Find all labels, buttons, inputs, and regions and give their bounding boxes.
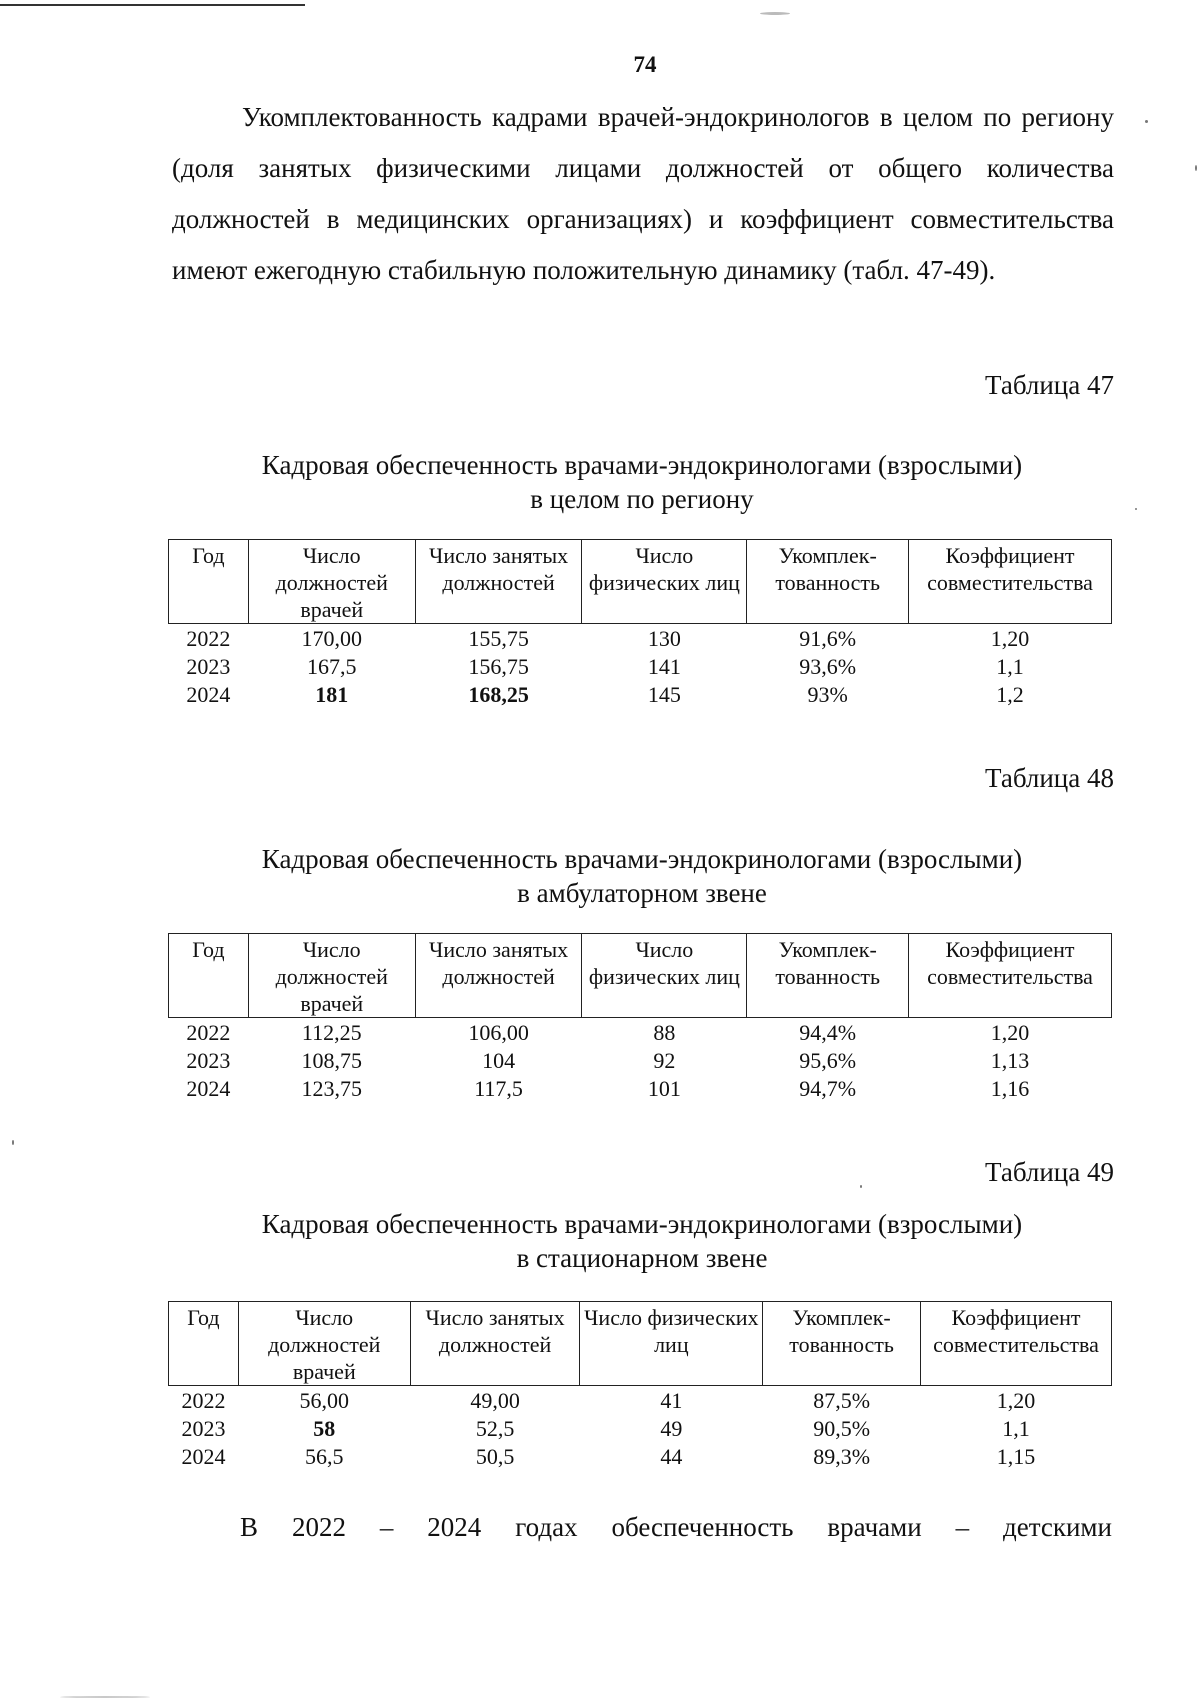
- scan-speck: [1195, 165, 1197, 171]
- word: врачами: [827, 1512, 922, 1542]
- cell: 49,00: [470, 1387, 520, 1413]
- table-47-title-line1: Кадровая обеспеченность врачами-эндокринологами (взрослыми): [261, 450, 1023, 480]
- cell: 93,6%: [799, 653, 857, 679]
- cell: 1,1: [1002, 1415, 1030, 1441]
- table-49-title-line2: в стационарном звене: [516, 1243, 768, 1273]
- cell: 117,5: [474, 1075, 523, 1101]
- cell: 50,5: [475, 1443, 515, 1469]
- cell: 87,5%: [813, 1387, 871, 1413]
- cell: 108,75: [301, 1047, 363, 1073]
- scan-speck: [760, 12, 790, 15]
- table-48-title: [172, 842, 1112, 910]
- cell: 90,5%: [813, 1415, 871, 1441]
- table-48: [168, 933, 1112, 1102]
- table-47-title: [172, 448, 1112, 516]
- cell: 58: [313, 1415, 336, 1441]
- cell: 41: [660, 1387, 683, 1413]
- table-49: [168, 1301, 1112, 1470]
- page-number: 74: [633, 52, 657, 77]
- table-47: [168, 539, 1112, 708]
- table-row: [169, 1018, 1112, 1047]
- word: годах: [515, 1512, 578, 1542]
- cell: 56,5: [305, 1443, 344, 1469]
- cell: 49: [660, 1415, 683, 1441]
- header-coefficient: Коэффициент совместительства: [921, 1302, 1112, 1386]
- cell: 95,6%: [799, 1047, 857, 1073]
- table-row: [169, 1046, 1112, 1074]
- word: обеспеченность: [611, 1512, 794, 1542]
- cell: 1,16: [990, 1075, 1030, 1101]
- header-positions: Число должностей врачей: [248, 934, 415, 1018]
- cell: 92: [653, 1047, 676, 1073]
- intro-text: Укомплектованность кадрами врачей-эндокринологов в целом по региону (доля занятых физическими лицами должностей от общего количества должностей в медицинских организациях) и коэффициент совместительства имеют ежегодную стабильную положительную динамику (табл. 47-49).: [172, 102, 1114, 285]
- cell: 1,20: [990, 1019, 1030, 1045]
- word: –: [955, 1512, 970, 1542]
- table-row: [169, 1414, 1112, 1442]
- scan-speck: [60, 1696, 150, 1698]
- cell: 44: [660, 1443, 683, 1469]
- cell: 1,2: [996, 681, 1024, 707]
- word: –: [379, 1512, 394, 1542]
- cell: 130: [647, 625, 681, 651]
- cell: 2022: [181, 1387, 226, 1413]
- cell: 2024: [186, 681, 231, 707]
- table-row: [169, 1442, 1112, 1470]
- table-48-title-line1: Кадровая обеспеченность врачами-эндокринологами (взрослыми): [261, 844, 1023, 874]
- table-47-title-line2: в целом по региону: [530, 484, 754, 514]
- table-48-label: Таблица 48: [985, 763, 1114, 793]
- header-positions: Число должностей врачей: [248, 540, 415, 624]
- cell: 94,4%: [799, 1019, 857, 1045]
- header-coefficient: Коэффициент совместительства: [909, 540, 1112, 624]
- header-year: Год: [169, 540, 249, 624]
- intro-paragraph: [172, 92, 1114, 296]
- word: В: [240, 1512, 259, 1542]
- word: детскими: [1003, 1512, 1112, 1542]
- header-occupied: Число занятых должностей: [410, 1302, 580, 1386]
- cell: 52,5: [475, 1415, 515, 1441]
- cell: 1,15: [996, 1443, 1036, 1469]
- header-coefficient: Коэффициент совместительства: [909, 934, 1112, 1018]
- cell: 168,25: [468, 681, 529, 707]
- header-occupied: Число занятых должностей: [415, 540, 582, 624]
- cell: 170,00: [301, 625, 363, 651]
- cell: 1,20: [996, 1387, 1036, 1413]
- table-49-title: [172, 1207, 1112, 1275]
- cell: 89,3%: [813, 1443, 871, 1469]
- table-48-title-line2: в амбулаторном звене: [517, 878, 767, 908]
- cell: 2024: [186, 1075, 231, 1101]
- cell: 2023: [186, 653, 231, 679]
- cell: 101: [647, 1075, 681, 1101]
- table-47-label: Таблица 47: [985, 370, 1114, 400]
- cell: 2022: [186, 1019, 231, 1045]
- cell: 141: [647, 653, 681, 679]
- header-staffing: Укомплек-тованность: [763, 1302, 921, 1386]
- table-49-title-line1: Кадровая обеспеченность врачами-эндокринологами (взрослыми): [261, 1209, 1023, 1239]
- cell: 2024: [181, 1443, 226, 1469]
- cell: 88: [653, 1019, 676, 1045]
- header-year: Год: [169, 934, 249, 1018]
- top-rule: [0, 4, 305, 6]
- header-positions: Число должностей врачей: [238, 1302, 410, 1386]
- cell: 123,75: [301, 1075, 363, 1101]
- table-row: [169, 1074, 1112, 1102]
- cell: 145: [647, 681, 681, 707]
- cell: 2023: [181, 1415, 226, 1441]
- scan-speck: [12, 1140, 14, 1145]
- cell: 106,00: [468, 1019, 529, 1045]
- closing-line: [240, 1512, 1112, 1543]
- header-staffing: Укомплек-тованность: [747, 540, 909, 624]
- table-row: [169, 652, 1112, 680]
- cell: 2023: [186, 1047, 231, 1073]
- cell: 91,6%: [799, 625, 857, 651]
- header-year: Год: [169, 1302, 239, 1386]
- cell: 181: [315, 681, 349, 707]
- cell: 167,5: [307, 653, 357, 679]
- header-persons: Число физических лиц: [580, 1302, 763, 1386]
- cell: 1,13: [990, 1047, 1030, 1073]
- scan-speck: [1145, 120, 1148, 123]
- header-persons: Число физических лиц: [582, 934, 747, 1018]
- header-occupied: Число занятых должностей: [415, 934, 582, 1018]
- word: 2024: [427, 1512, 482, 1542]
- table-row: [169, 1386, 1112, 1415]
- cell: 94,7%: [799, 1075, 857, 1101]
- cell: 1,20: [990, 625, 1030, 651]
- word: 2022: [291, 1512, 346, 1542]
- cell: 56,00: [299, 1387, 350, 1413]
- scan-speck: [1135, 508, 1137, 510]
- cell: 155,75: [468, 625, 529, 651]
- cell: 104: [482, 1047, 516, 1073]
- table-row: [169, 680, 1112, 708]
- cell: 156,75: [468, 653, 529, 679]
- table-row: [169, 624, 1112, 653]
- cell: 1,1: [996, 653, 1024, 679]
- header-persons: Число физических лиц: [582, 540, 747, 624]
- cell: 2022: [186, 625, 231, 651]
- cell: 93%: [807, 681, 848, 707]
- cell: 112,25: [301, 1019, 362, 1045]
- header-staffing: Укомплек-тованность: [747, 934, 909, 1018]
- table-49-label: Таблица 49: [985, 1157, 1114, 1187]
- scan-speck: [860, 1185, 862, 1188]
